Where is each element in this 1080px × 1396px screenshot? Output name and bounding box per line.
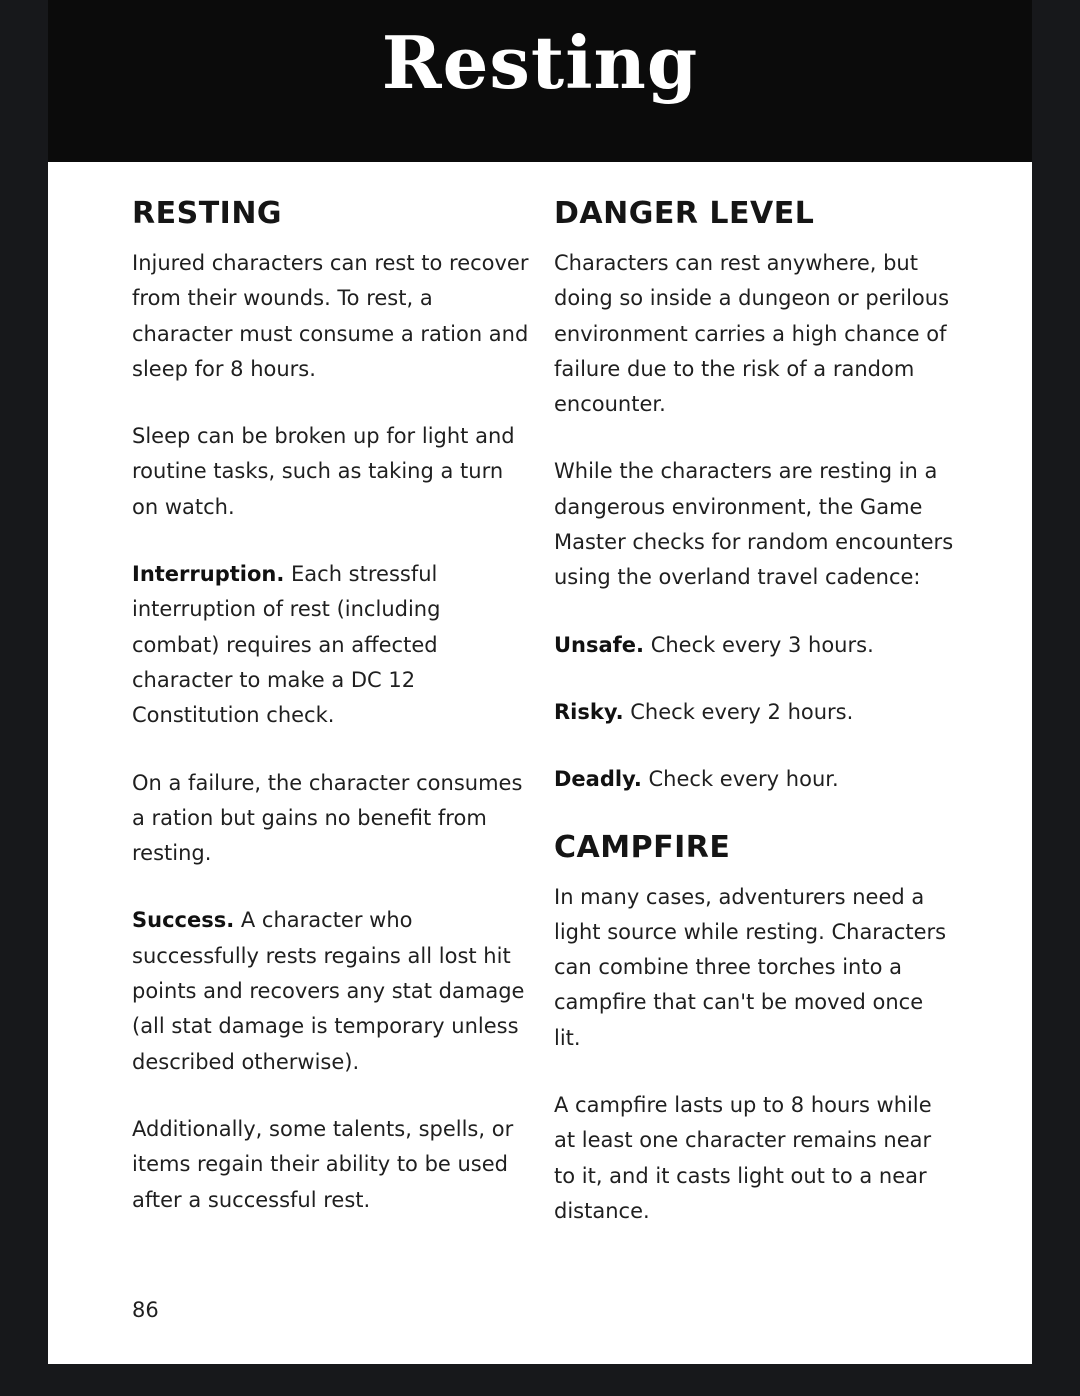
sleep-paragraph: Sleep can be broken up for light and routine tasks, such as taking a turn on watch. [132, 424, 515, 519]
risky-text: Check every 2 hours. [623, 699, 854, 724]
campfire-heading: CAMPFIRE [554, 829, 731, 865]
campfire-intro-paragraph: In many cases, adventurers need a light source while resting. Characters can combine three torches into a campfire that can't be moved once lit. [554, 884, 947, 1050]
success-term: Success. [132, 908, 235, 933]
book-page [48, 162, 1032, 1364]
additionally-paragraph: Additionally, some talents, spells, or items regain their ability to be used after a successful rest. [132, 1116, 514, 1212]
danger-intro-paragraph: Characters can rest anywhere, but doing so inside a dungeon or perilous environment carries a high chance of failure due to the risk of a random encounter. [554, 251, 950, 417]
risky-paragraph [554, 695, 954, 730]
page-number: 86 [132, 1298, 159, 1322]
interruption-text: Each stressful interruption of rest (including combat) requires an affected character to make a DC 12 Constitution check. [132, 562, 441, 728]
deadly-term: Deadly. [554, 767, 642, 792]
success-paragraph [132, 903, 532, 1079]
interruption-paragraph [132, 557, 532, 733]
risky-term: Risky. [554, 699, 624, 724]
unsafe-paragraph [554, 628, 954, 663]
deadly-text: Check every hour. [641, 767, 839, 792]
resting-intro-paragraph: Injured characters can rest to recover from their wounds. To rest, a character must consume a ration and sleep for 8 hours. [132, 251, 529, 381]
unsafe-term: Unsafe. [554, 632, 645, 657]
unsafe-text: Check every 3 hours. [644, 632, 874, 657]
right-column [554, 196, 954, 1261]
chapter-header [48, 0, 1032, 162]
failure-paragraph: On a failure, the character consumes a ration but gains no benefit from resting. [132, 770, 523, 866]
deadly-paragraph [554, 762, 954, 797]
danger-cadence-paragraph: While the characters are resting in a dangerous environment, the Game Master checks for random encounters using the overland travel cadence: [554, 459, 954, 590]
interruption-term: Interruption. [132, 562, 285, 587]
success-text: A character who successfully rests regains all lost hit points and recovers any stat damage (all stat damage is temporary unless described otherwise). [132, 908, 525, 1074]
danger-level-heading: DANGER LEVEL [554, 196, 815, 231]
chapter-title: Resting [381, 20, 699, 105]
resting-heading: RESTING [132, 196, 283, 231]
left-column [132, 196, 532, 1250]
campfire-duration-paragraph: A campfire lasts up to 8 hours while at least one character remains near to it, and it casts light out to a near distance. [554, 1093, 932, 1223]
